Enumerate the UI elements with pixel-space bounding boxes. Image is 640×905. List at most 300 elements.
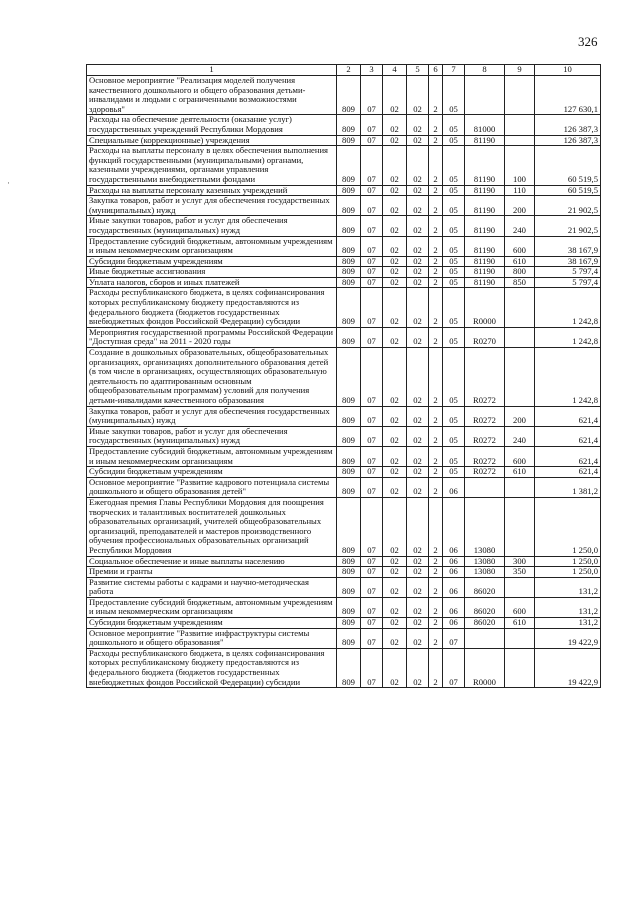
code-cell: 05 [443,327,465,347]
budget-table [86,64,601,688]
amount-cell: 621,4 [535,467,601,478]
code-cell: 2 [429,146,443,185]
code-cell: 809 [337,185,361,196]
table-row [87,497,601,556]
code-cell: 2 [429,76,443,115]
code-cell: 809 [337,327,361,347]
code-cell: 809 [337,277,361,288]
code-cell: 02 [407,277,429,288]
code-cell: 81190 [465,236,505,256]
code-cell: 809 [337,256,361,267]
code-cell [505,577,535,597]
table-row [87,216,601,236]
code-cell: 05 [443,115,465,135]
code-cell: 02 [383,256,407,267]
row-name-cell: Основное мероприятие "Реализация моделей получения качественного дошкольного и общего образования детьми-инвалидами и людьми с ограниченными возможностями здоровья" [87,76,337,115]
code-cell: R0000 [465,288,505,327]
table-row [87,327,601,347]
code-cell: 2 [429,267,443,278]
table-row [87,146,601,185]
code-cell: 2 [429,618,443,629]
row-name-cell: Основное мероприятие "Развитие кадрового потенциала системы дошкольного и общего образования детей" [87,477,337,497]
column-header: 2 [337,65,361,76]
table-row [87,567,601,578]
code-cell: 02 [383,567,407,578]
row-name-cell: Иные закупки товаров, работ и услуг для обеспечения государственных (муниципальных) нужд [87,426,337,446]
code-cell: 02 [383,327,407,347]
code-cell: 05 [443,426,465,446]
code-cell: 02 [383,556,407,567]
table-row [87,628,601,648]
code-cell: 13080 [465,567,505,578]
code-cell [505,477,535,497]
code-cell: 02 [407,327,429,347]
code-cell: 05 [443,146,465,185]
amount-cell: 621,4 [535,446,601,466]
code-cell: 809 [337,135,361,146]
code-cell: 02 [383,446,407,466]
code-cell: 809 [337,267,361,278]
code-cell: 05 [443,348,465,407]
code-cell: 809 [337,577,361,597]
column-header: 8 [465,65,505,76]
code-cell [465,76,505,115]
code-cell: 100 [505,146,535,185]
code-cell: 07 [361,406,383,426]
code-cell: 02 [383,426,407,446]
code-cell: 809 [337,648,361,687]
code-cell: 07 [361,497,383,556]
row-name-cell: Создание в дошкольных образовательных, общеобразовательных организациях, организациях дополнительного образования детей (в том числе в организациях, осуществляющих образовательную деятельность по адаптированным основным общеобразовательным программам) условий для получения детьми-инвалидами качественного образования [87,348,337,407]
code-cell: 02 [383,216,407,236]
row-name-cell: Мероприятия государственной программы Российской Федерации "Доступная среда" на 2011 - 2020 годы [87,327,337,347]
code-cell: R0000 [465,648,505,687]
code-cell: 110 [505,185,535,196]
code-cell: 809 [337,216,361,236]
table-row [87,185,601,196]
code-cell [465,477,505,497]
table-row [87,648,601,687]
code-cell: 809 [337,348,361,407]
row-name-cell: Предоставление субсидий бюджетным, автономным учреждениям и иным некоммерческим организациям [87,597,337,617]
code-cell: 809 [337,115,361,135]
row-name-cell: Специальные (коррекционные) учреждения [87,135,337,146]
code-cell: 02 [407,618,429,629]
table-row [87,597,601,617]
code-cell: 07 [361,115,383,135]
row-name-cell: Социальное обеспечение и иные выплаты населению [87,556,337,567]
code-cell [505,288,535,327]
code-cell: 05 [443,467,465,478]
code-cell: 02 [383,406,407,426]
amount-cell: 60 519,5 [535,185,601,196]
amount-cell: 1 250,0 [535,556,601,567]
amount-cell: 1 250,0 [535,567,601,578]
code-cell: 86020 [465,597,505,617]
code-cell: 2 [429,256,443,267]
table-row [87,236,601,256]
column-header: 6 [429,65,443,76]
code-cell: 06 [443,556,465,567]
code-cell: 07 [443,628,465,648]
amount-cell: 5 797,4 [535,267,601,278]
code-cell: 850 [505,277,535,288]
code-cell [505,648,535,687]
code-cell: 05 [443,196,465,216]
column-header: 7 [443,65,465,76]
code-cell: R0272 [465,467,505,478]
code-cell: 02 [383,577,407,597]
amount-cell: 1 381,2 [535,477,601,497]
code-cell: 2 [429,185,443,196]
code-cell: R0272 [465,446,505,466]
code-cell: 02 [383,288,407,327]
code-cell: R0272 [465,348,505,407]
code-cell: 600 [505,236,535,256]
code-cell: 2 [429,216,443,236]
code-cell: 02 [407,348,429,407]
code-cell: 06 [443,567,465,578]
code-cell: 07 [361,618,383,629]
code-cell [465,628,505,648]
table-row [87,426,601,446]
table-row [87,406,601,426]
code-cell: 809 [337,567,361,578]
row-name-cell: Уплата налогов, сборов и иных платежей [87,277,337,288]
table-row [87,196,601,216]
code-cell: 86020 [465,577,505,597]
table-row [87,135,601,146]
code-cell: 07 [361,426,383,446]
code-cell: 809 [337,406,361,426]
code-cell: 02 [407,236,429,256]
code-cell: 02 [383,76,407,115]
amount-cell: 131,2 [535,597,601,617]
code-cell: 02 [383,236,407,256]
amount-cell: 1 242,8 [535,288,601,327]
row-name-cell: Субсидии бюджетным учреждениям [87,467,337,478]
code-cell: 07 [361,135,383,146]
table-row [87,277,601,288]
table-row [87,446,601,466]
code-cell: 610 [505,618,535,629]
code-cell: 02 [407,135,429,146]
column-header: 9 [505,65,535,76]
code-cell: 350 [505,567,535,578]
code-cell: 02 [407,146,429,185]
code-cell: 07 [361,256,383,267]
code-cell: 02 [407,628,429,648]
table-row [87,76,601,115]
row-name-cell: Расходы республиканского бюджета, в целях софинансирования которых республиканскому бюджету предоставляются из федерального бюджета (бюджетов государственных внебюджетных фондов Российской Федерации) субсидии [87,648,337,687]
code-cell: 02 [383,597,407,617]
code-cell: 02 [383,185,407,196]
code-cell: 05 [443,406,465,426]
code-cell: 05 [443,76,465,115]
code-cell: 2 [429,277,443,288]
code-cell: 600 [505,446,535,466]
code-cell: 07 [361,267,383,278]
code-cell: 07 [361,327,383,347]
code-cell: 809 [337,426,361,446]
code-cell: 07 [361,567,383,578]
amount-cell: 131,2 [535,577,601,597]
code-cell: 81190 [465,185,505,196]
column-header: 4 [383,65,407,76]
row-name-cell: Развитие системы работы с кадрами и научно-методическая работа [87,577,337,597]
code-cell: 2 [429,497,443,556]
row-name-cell: Иные бюджетные ассигнования [87,267,337,278]
code-cell: 06 [443,618,465,629]
column-header: 5 [407,65,429,76]
code-cell: 02 [407,76,429,115]
column-header: 1 [87,65,337,76]
code-cell [505,497,535,556]
amount-cell: 19 422,9 [535,648,601,687]
row-name-cell: Ежегодная премия Главы Республики Мордовия для поощрения творческих и талантливых воспитателей дошкольных образовательных организаций, учителей общеобразовательных организаций, преподавателей и мастеров производственного обучения профессиональных образовательных организаций Республики Мордовия [87,497,337,556]
amount-cell: 621,4 [535,406,601,426]
code-cell: 05 [443,277,465,288]
row-name-cell: Расходы на выплаты персоналу казенных учреждений [87,185,337,196]
code-cell: 05 [443,236,465,256]
code-cell: 02 [407,115,429,135]
code-cell: 02 [407,267,429,278]
row-name-cell: Закупка товаров, работ и услуг для обеспечения государственных (муниципальных) нужд [87,406,337,426]
code-cell: 2 [429,327,443,347]
code-cell: 2 [429,556,443,567]
code-cell: 05 [443,288,465,327]
page-number: 326 [578,34,598,49]
code-cell: 809 [337,446,361,466]
code-cell: 02 [383,348,407,407]
code-cell: 02 [407,597,429,617]
code-cell: 07 [361,467,383,478]
table-row [87,348,601,407]
row-name-cell: Расходы республиканского бюджета, в целях софинансирования которых республиканскому бюджету предоставляются из федерального бюджета (бюджетов государственных внебюджетных фондов Российской Федерации) субсидии [87,288,337,327]
code-cell: 07 [361,146,383,185]
code-cell: 02 [407,196,429,216]
code-cell: R0272 [465,426,505,446]
code-cell: 07 [361,196,383,216]
code-cell: 02 [407,648,429,687]
code-cell: 2 [429,597,443,617]
code-cell: 809 [337,618,361,629]
table-row [87,115,601,135]
code-cell: 07 [443,648,465,687]
row-name-cell: Основное мероприятие "Развитие инфраструктуры системы дошкольного и общего образования" [87,628,337,648]
code-cell: 200 [505,406,535,426]
code-cell: 07 [361,628,383,648]
code-cell: 2 [429,446,443,466]
code-cell: 2 [429,406,443,426]
code-cell: 06 [443,597,465,617]
row-name-cell: Субсидии бюджетным учреждениям [87,618,337,629]
code-cell: 200 [505,196,535,216]
row-name-cell: Расходы на обеспечение деятельности (оказание услуг) государственных учреждений Республики Мордовия [87,115,337,135]
code-cell: 13080 [465,556,505,567]
margin-mark: · [7,178,10,188]
code-cell: 2 [429,477,443,497]
code-cell: 81190 [465,216,505,236]
code-cell: 05 [443,446,465,466]
amount-cell: 1 250,0 [535,497,601,556]
code-cell: 2 [429,467,443,478]
code-cell: 07 [361,288,383,327]
table-row [87,256,601,267]
table-row [87,467,601,478]
code-cell: 610 [505,256,535,267]
code-cell: 2 [429,236,443,256]
row-name-cell: Субсидии бюджетным учреждениям [87,256,337,267]
amount-cell: 5 797,4 [535,277,601,288]
code-cell: 809 [337,236,361,256]
code-cell: 05 [443,256,465,267]
code-cell: 240 [505,216,535,236]
table-row [87,618,601,629]
code-cell: 02 [383,618,407,629]
table-row [87,288,601,327]
code-cell: 2 [429,348,443,407]
code-cell: 2 [429,196,443,216]
code-cell: 2 [429,426,443,446]
row-name-cell: Предоставление субсидий бюджетным, автономным учреждениям и иным некоммерческим организациям [87,236,337,256]
amount-cell: 127 630,1 [535,76,601,115]
code-cell: 809 [337,196,361,216]
table-header-row [87,65,601,76]
code-cell [505,348,535,407]
code-cell: 800 [505,267,535,278]
code-cell: 05 [443,216,465,236]
code-cell: 02 [407,446,429,466]
code-cell: 07 [361,556,383,567]
code-cell: 86020 [465,618,505,629]
code-cell: 809 [337,556,361,567]
code-cell: 81190 [465,267,505,278]
code-cell: 02 [407,467,429,478]
code-cell: 07 [361,446,383,466]
code-cell: 600 [505,597,535,617]
code-cell: 05 [443,267,465,278]
code-cell: 05 [443,185,465,196]
amount-cell: 1 242,8 [535,348,601,407]
column-header: 10 [535,65,601,76]
code-cell: R0272 [465,406,505,426]
code-cell [505,115,535,135]
amount-cell: 38 167,9 [535,236,601,256]
code-cell: 02 [383,467,407,478]
code-cell: 02 [407,567,429,578]
code-cell: 809 [337,76,361,115]
row-name-cell: Иные закупки товаров, работ и услуг для обеспечения государственных (муниципальных) нужд [87,216,337,236]
code-cell: 02 [407,185,429,196]
code-cell: 81190 [465,277,505,288]
code-cell: 2 [429,567,443,578]
code-cell: 07 [361,76,383,115]
table-row [87,267,601,278]
code-cell: 809 [337,146,361,185]
amount-cell: 60 519,5 [535,146,601,185]
table-row [87,577,601,597]
code-cell: 02 [407,406,429,426]
code-cell: 07 [361,648,383,687]
table-row [87,556,601,567]
code-cell: 07 [361,277,383,288]
code-cell: 06 [443,497,465,556]
code-cell: 07 [361,348,383,407]
amount-cell: 621,4 [535,426,601,446]
code-cell: 81190 [465,256,505,267]
code-cell: 13080 [465,497,505,556]
code-cell: 610 [505,467,535,478]
code-cell: 02 [407,256,429,267]
code-cell: 809 [337,628,361,648]
amount-cell: 131,2 [535,618,601,629]
code-cell: 81190 [465,146,505,185]
code-cell: 02 [407,556,429,567]
code-cell: 02 [383,135,407,146]
code-cell: 02 [383,277,407,288]
code-cell: 02 [407,216,429,236]
code-cell: 02 [383,628,407,648]
code-cell: 809 [337,288,361,327]
amount-cell: 21 902,5 [535,216,601,236]
code-cell: 2 [429,648,443,687]
amount-cell: 19 422,9 [535,628,601,648]
code-cell: 07 [361,577,383,597]
code-cell: 81190 [465,196,505,216]
code-cell: 300 [505,556,535,567]
code-cell: 02 [383,648,407,687]
amount-cell: 1 242,8 [535,327,601,347]
row-name-cell: Премии и гранты [87,567,337,578]
row-name-cell: Предоставление субсидий бюджетным, автономным учреждениям и иным некоммерческим организациям [87,446,337,466]
table-row [87,477,601,497]
column-header: 3 [361,65,383,76]
code-cell: 02 [407,577,429,597]
code-cell: 02 [383,196,407,216]
code-cell [505,327,535,347]
code-cell: 02 [407,497,429,556]
code-cell: 240 [505,426,535,446]
code-cell: R0270 [465,327,505,347]
code-cell: 809 [337,467,361,478]
code-cell: 809 [337,477,361,497]
row-name-cell: Закупка товаров, работ и услуг для обеспечения государственных (муниципальных) нужд [87,196,337,216]
code-cell [505,76,535,115]
code-cell: 2 [429,115,443,135]
code-cell: 07 [361,477,383,497]
code-cell: 02 [383,477,407,497]
code-cell: 2 [429,577,443,597]
code-cell: 07 [361,216,383,236]
amount-cell: 126 387,3 [535,115,601,135]
code-cell: 05 [443,135,465,146]
code-cell: 2 [429,628,443,648]
code-cell: 2 [429,135,443,146]
code-cell: 81000 [465,115,505,135]
code-cell: 06 [443,477,465,497]
code-cell: 02 [407,288,429,327]
code-cell [505,135,535,146]
code-cell: 06 [443,577,465,597]
code-cell: 81190 [465,135,505,146]
amount-cell: 21 902,5 [535,196,601,216]
code-cell: 07 [361,185,383,196]
row-name-cell: Расходы на выплаты персоналу в целях обеспечения выполнения функций государственными (муниципальными) органами, казенными учреждениями, органами управления государственными внебюджетными фондами [87,146,337,185]
code-cell: 02 [407,426,429,446]
amount-cell: 38 167,9 [535,256,601,267]
code-cell: 02 [383,267,407,278]
